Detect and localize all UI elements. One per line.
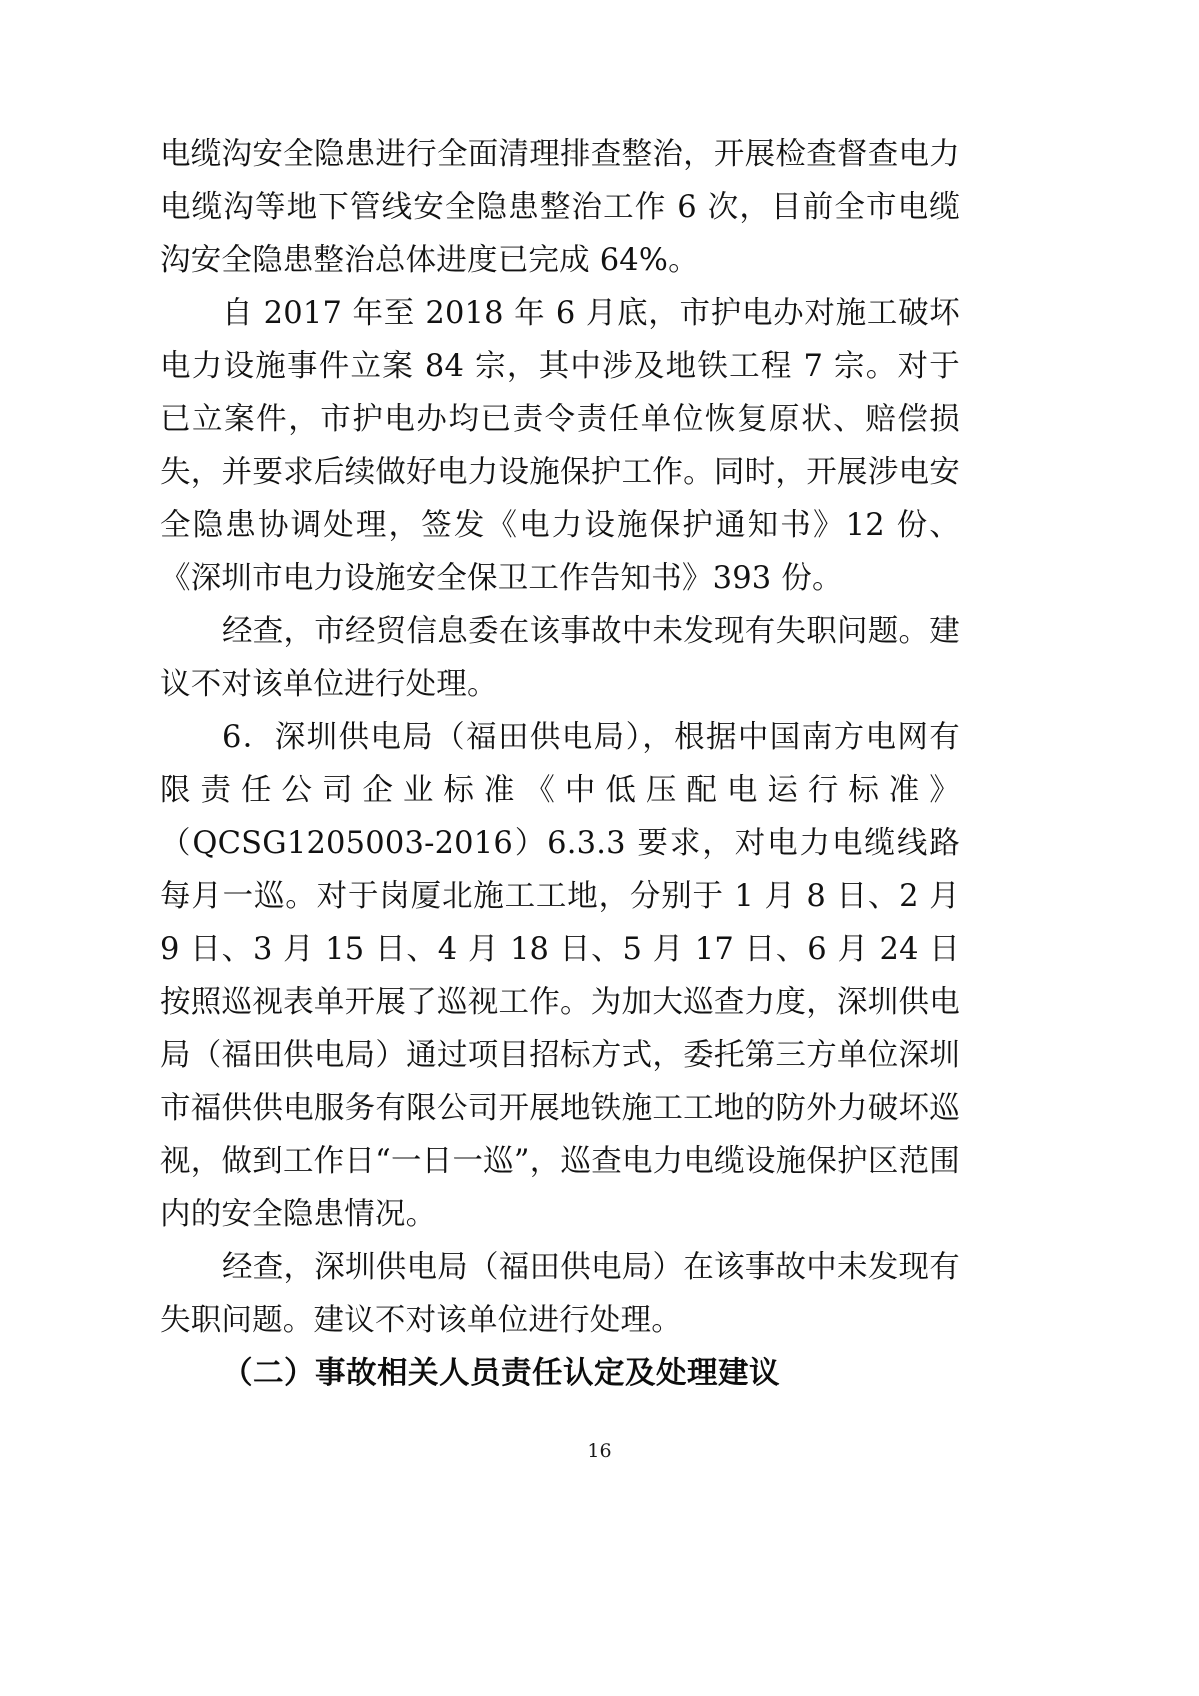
paragraph-power-supply-bureau: 6．深圳供电局（福田供电局），根据中国南方电网有限责任公司企业标准《中低压配电运行标准》（QCSG1205003-2016）6.3.3 要求，对电力电缆线路每月一巡。对于岗厦北施工工地，分别于 1 月 8 日、2 月 9 日、3 月 15 日、4 月 18 日、5 月 17 日、6 月 24 日按照巡视表单开展了巡视工作。为加大巡查力度，深圳供电局（福田供电局）通过项目招标方式，委托第三方单位深圳市福供供电服务有限公司开展地铁施工工地的防外力破坏巡视，做到工作日“一日一巡”，巡查电力电缆设施保护区范围内的安全隐患情况。 bbox=[160, 720, 960, 1232]
paragraph-investigation-commerce: 经查，市经贸信息委在该事故中未发现有失职问题。建议不对该单位进行处理。 bbox=[160, 614, 960, 702]
page-content bbox=[160, 128, 960, 1400]
paragraph-investigation-bureau: 经查，深圳供电局（福田供电局）在该事故中未发现有失职问题。建议不对该单位进行处理。 bbox=[160, 1250, 960, 1338]
paragraph-case-filing: 自 2017 年至 2018 年 6 月底，市护电办对施工破坏电力设施事件立案 84 宗，其中涉及地铁工程 7 宗。对于已立案件，市护电办均已责令责任单位恢复原状、赔偿损失，并要求后续做好电力设施保护工作。同时，开展涉电安全隐患协调处理，签发《电力设施保护通知书》12 份、《深圳市电力设施安全保卫工作告知书》393 份。 bbox=[160, 296, 960, 596]
paragraph-cable-trench: 电缆沟安全隐患进行全面清理排查整治，开展检查督查电力电缆沟等地下管线安全隐患整治工作 6 次，目前全市电缆沟安全隐患整治总体进度已完成 64%。 bbox=[160, 137, 960, 278]
page-number: 16 bbox=[587, 1440, 612, 1462]
section-heading: （二）事故相关人员责任认定及处理建议 bbox=[222, 1355, 780, 1391]
